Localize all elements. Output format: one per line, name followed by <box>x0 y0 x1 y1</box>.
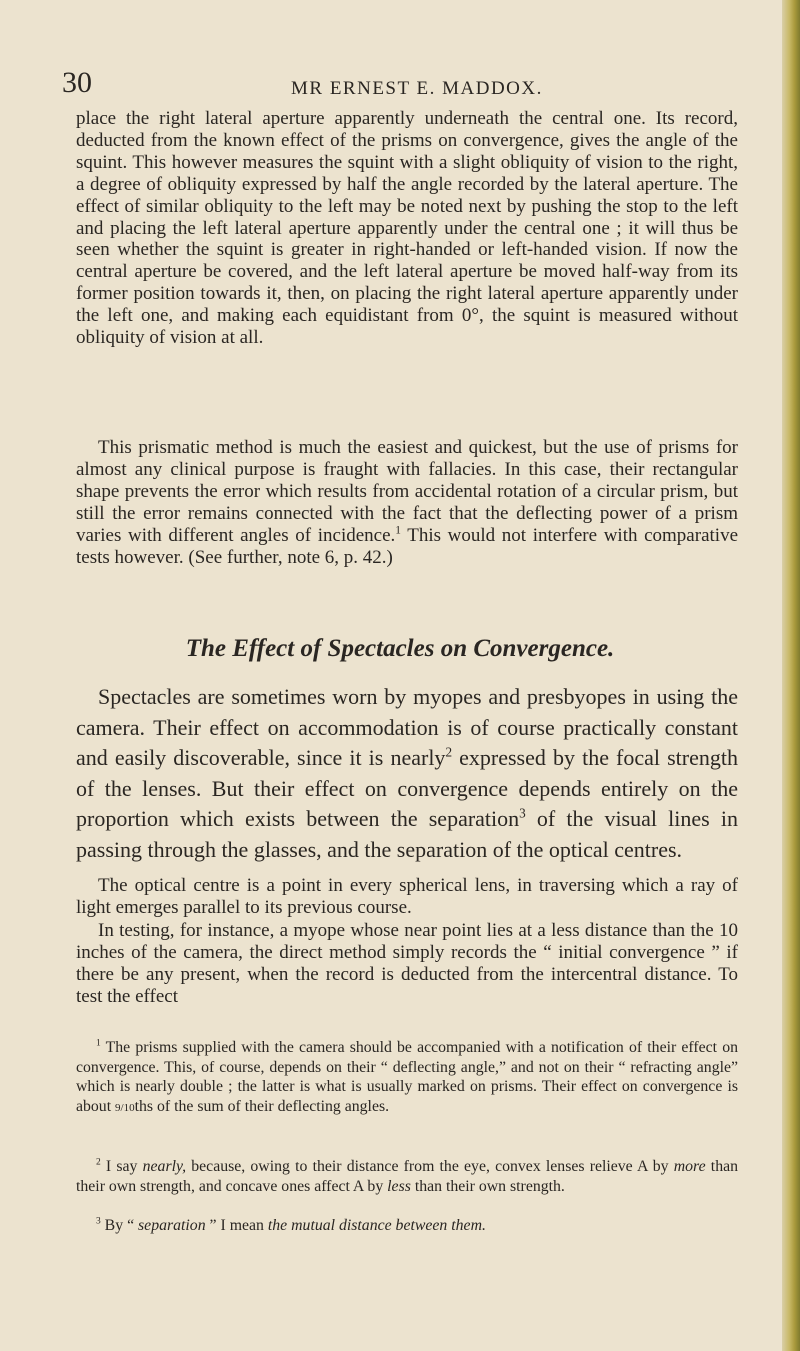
paragraph-4: The optical centre is a point in every spherical lens, in traversing which a ray of light emerges parallel to its previous course. <box>76 875 738 918</box>
footnote-ref-3: 3 <box>519 806 526 822</box>
footnote-ref-2: 2 <box>445 744 453 760</box>
page-number: 30 <box>62 66 92 99</box>
footnote-ref-1: 1 <box>395 524 401 537</box>
footnote-3: $^3$ By “ separation ” I mean the mutual distance between them. <box>96 1216 486 1234</box>
paragraph-5: In testing, for instance, a myope whose near point lies at a less distance than the 10 inches of the camera, the direct method simply records the “ initial convergence ” if there be any present, when the record is deducted from the intercentral distance. To test the effect <box>76 920 738 1007</box>
section-heading: The Effect of Spectacles on Convergence. <box>185 635 615 662</box>
paragraph-1: place the right lateral aperture apparently underneath the central one. Its record, deducted from the known effect of the prisms on convergence, gives the angle of the squint. This however measures the squint with a slight obliquity of vision to the right, a degree of obliquity expressed by half the angle recorded by the lateral aperture. The effect of similar obliquity to the left may be noted next by pushing the stop to the left and placing the left lateral aperture apparently under the central one ; it will thus be seen whether the squint is greater in right-handed or left-handed vision. If now the central aperture be covered, and the left lateral aperture be moved half-way from its former position towards it, then, on placing the right lateral aperture apparently under the left one, and making each equidistant from 0°, the squint is measured without obliquity of vision at all. <box>76 108 738 349</box>
footnote-2: $^2$ I say nearly, because, owing to their distance from the eye, convex lenses relieve A by more than their own strength, and concave ones affect A by less than their own strength. <box>76 1157 738 1195</box>
paragraph-2: This prismatic method is much the easiest and quickest, but the use of prisms for almost any clinical purpose is fraught with fallacies. In this case, their rectangular shape prevents the error which results from accidental rotation of a circular prism, but still the error remains connected with the fact that the deflecting power of a prism varies with different angles of incidence.$^1$ This would not interfere with comparative tests however. (See further, note 6, p. 42.) <box>76 437 738 568</box>
footnote-1: $^1$ The prisms supplied with the camera should be accompanied with a notification of their effect on convergence. This, of course, depends on their “ deflecting angle,” and not on their “ refracting angle” which is nearly double ; the latter is what is usually marked on prisms. Their effect on convergence is about 9/10ths of the sum of their deflecting angles. <box>76 1038 738 1115</box>
paragraph-3: Spectacles are sometimes worn by myopes and presbyopes in using the camera. Their effect on accommodation is of course practically constant and easily discoverable, since it is nearly$^2$ expressed by the focal strength of the lenses. But their effect on convergence depends entirely on the proportion which exists between the separation$^3$ of the visual lines in passing through the glasses, and the separation of the optical centres. <box>76 684 739 862</box>
page-edge <box>782 0 800 1351</box>
running-head: MR ERNEST E. MADDOX. <box>291 78 543 99</box>
fraction: 9/10 <box>115 1101 135 1114</box>
